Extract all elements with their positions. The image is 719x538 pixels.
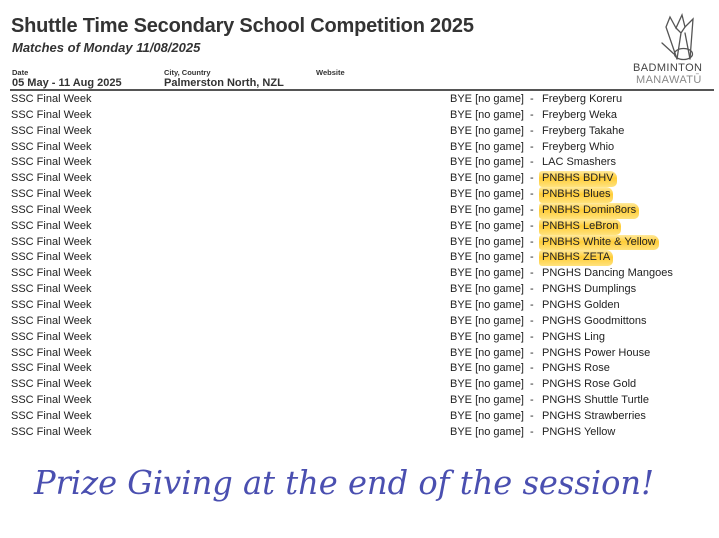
match-team2: PNGHS Dancing Mangoes <box>542 267 673 280</box>
match-team1 <box>450 425 534 441</box>
match-team2: PNBHS Domin8ors <box>539 203 639 219</box>
team1-name: BYE [no game] <box>450 298 524 311</box>
match-team2: PNGHS Rose Gold <box>542 378 637 391</box>
match-separator: - <box>530 314 534 327</box>
match-row <box>0 393 719 409</box>
handwritten-note-text: Prize Giving at the end of the session! <box>33 463 654 502</box>
match-row <box>0 409 719 425</box>
match-round: SSC Final Week <box>11 93 92 105</box>
match-round: SSC Final Week <box>11 156 92 169</box>
match-round: SSC Final Week <box>11 124 92 137</box>
team1-name: BYE [no game] <box>450 124 524 137</box>
match-separator: - <box>530 188 534 201</box>
date-value: 05 May - 11 Aug 2025 <box>12 77 122 89</box>
match-round: SSC Final Week <box>11 108 92 121</box>
page-subtitle: Matches of Monday 11/08/2025 <box>12 40 201 55</box>
shuttlecock-icon <box>630 13 716 63</box>
match-separator: - <box>530 378 534 391</box>
team1-name: BYE [no game] <box>450 346 524 359</box>
match-round: SSC Final Week <box>11 378 92 391</box>
match-team2: PNGHS Power House <box>542 346 651 359</box>
match-separator: - <box>530 235 534 248</box>
match-row <box>0 361 719 377</box>
match-round: SSC Final Week <box>11 235 92 248</box>
match-team2: PNGHS Ling <box>542 330 605 343</box>
match-separator: - <box>530 203 534 216</box>
match-team1 <box>450 346 534 362</box>
match-team2: PNBHS ZETA <box>539 250 613 266</box>
team1-name: BYE [no game] <box>450 140 524 153</box>
match-team1 <box>450 266 534 282</box>
match-separator: - <box>530 172 534 185</box>
team1-name: BYE [no game] <box>450 267 524 280</box>
match-team1 <box>450 314 534 330</box>
team1-name: BYE [no game] <box>450 425 524 438</box>
match-row <box>0 108 719 124</box>
team1-name: BYE [no game] <box>450 235 524 248</box>
match-team1 <box>450 330 534 346</box>
match-round: SSC Final Week <box>11 267 92 280</box>
match-separator: - <box>530 156 534 169</box>
match-team2: PNBHS Blues <box>539 187 613 203</box>
match-round: SSC Final Week <box>11 298 92 311</box>
match-row <box>0 298 719 314</box>
match-round: SSC Final Week <box>11 140 92 153</box>
team1-name: BYE [no game] <box>450 378 524 391</box>
team1-name: BYE [no game] <box>450 172 524 185</box>
match-team1 <box>450 108 534 124</box>
website-label: Website <box>316 68 345 77</box>
match-team1 <box>450 393 534 409</box>
match-team2: Freyberg Takahe <box>542 124 625 137</box>
match-team1 <box>450 124 534 140</box>
match-round: SSC Final Week <box>11 362 92 375</box>
match-separator: - <box>530 346 534 359</box>
match-separator: - <box>530 219 534 232</box>
match-round: SSC Final Week <box>11 251 92 264</box>
team1-name: BYE [no game] <box>450 314 524 327</box>
team1-name: BYE [no game] <box>450 409 524 422</box>
match-team1 <box>450 187 534 203</box>
match-list <box>0 92 719 441</box>
match-separator: - <box>530 362 534 375</box>
match-separator: - <box>530 124 534 137</box>
team1-name: BYE [no game] <box>450 283 524 296</box>
team1-name: BYE [no game] <box>450 219 524 232</box>
match-team2: Freyberg Whio <box>542 140 615 153</box>
match-separator: - <box>530 298 534 311</box>
team1-name: BYE [no game] <box>450 330 524 343</box>
match-team2: PNGHS Rose <box>542 362 610 375</box>
match-round: SSC Final Week <box>11 283 92 296</box>
match-team1 <box>450 219 534 235</box>
match-team1 <box>450 171 534 187</box>
match-round: SSC Final Week <box>11 314 92 327</box>
match-separator: - <box>530 108 534 121</box>
match-round: SSC Final Week <box>11 219 92 232</box>
match-team2: PNGHS Yellow <box>542 425 616 438</box>
match-team2: PNGHS Strawberries <box>542 409 646 422</box>
match-row <box>0 219 719 235</box>
match-team2: PNBHS BDHV <box>539 171 617 187</box>
team1-name: BYE [no game] <box>450 203 524 216</box>
match-team2: Freyberg Koreru <box>542 93 623 105</box>
match-row <box>0 235 719 251</box>
match-row <box>0 346 719 362</box>
match-row <box>0 425 719 441</box>
match-team2: PNGHS Golden <box>542 298 620 311</box>
match-team1 <box>450 298 534 314</box>
logo-line2: MANAWATŪ <box>636 74 702 86</box>
match-team2: PNBHS White & Yellow <box>539 235 659 251</box>
match-round: SSC Final Week <box>11 188 92 201</box>
match-team1 <box>450 409 534 425</box>
team1-name: BYE [no game] <box>450 251 524 264</box>
match-separator: - <box>530 330 534 343</box>
match-team1 <box>450 203 534 219</box>
team1-name: BYE [no game] <box>450 156 524 169</box>
match-team1 <box>450 92 534 108</box>
match-row <box>0 250 719 266</box>
match-team1 <box>450 377 534 393</box>
city-label: City, Country <box>164 68 211 77</box>
match-team1 <box>450 282 534 298</box>
match-separator: - <box>530 394 534 407</box>
match-row <box>0 187 719 203</box>
match-row <box>0 330 719 346</box>
match-team1 <box>450 361 534 377</box>
match-row <box>0 203 719 219</box>
match-row <box>0 314 719 330</box>
match-team2: PNGHS Goodmittons <box>542 314 647 327</box>
match-row <box>0 155 719 171</box>
team1-name: BYE [no game] <box>450 188 524 201</box>
match-row <box>0 266 719 282</box>
city-value: Palmerston North, NZL <box>164 77 284 89</box>
match-team1 <box>450 155 534 171</box>
match-row <box>0 377 719 393</box>
match-team1 <box>450 250 534 266</box>
match-round: SSC Final Week <box>11 172 92 185</box>
match-team2: PNGHS Shuttle Turtle <box>542 394 649 407</box>
match-team1 <box>450 235 534 251</box>
match-round: SSC Final Week <box>11 203 92 216</box>
match-separator: - <box>530 409 534 422</box>
team1-name: BYE [no game] <box>450 394 524 407</box>
match-separator: - <box>530 93 534 105</box>
match-row <box>0 282 719 298</box>
match-team2: Freyberg Weka <box>542 108 617 121</box>
match-separator: - <box>530 425 534 438</box>
match-team2: PNBHS LeBron <box>539 219 621 235</box>
match-separator: - <box>530 283 534 296</box>
match-team2: PNGHS Dumplings <box>542 283 637 296</box>
match-separator: - <box>530 140 534 153</box>
match-round: SSC Final Week <box>11 409 92 422</box>
team1-name: BYE [no game] <box>450 93 524 105</box>
logo-line1: BADMINTON <box>633 62 703 74</box>
match-row <box>0 92 719 108</box>
match-round: SSC Final Week <box>11 425 92 438</box>
header-divider <box>10 89 714 91</box>
team1-name: BYE [no game] <box>450 108 524 121</box>
match-row <box>0 171 719 187</box>
match-row <box>0 124 719 140</box>
date-label: Date <box>12 68 29 77</box>
page-title: Shuttle Time Secondary School Competition 2025 <box>11 15 474 37</box>
match-row <box>0 140 719 156</box>
match-round: SSC Final Week <box>11 330 92 343</box>
match-round: SSC Final Week <box>11 394 92 407</box>
match-team2: LAC Smashers <box>542 156 616 169</box>
match-separator: - <box>530 251 534 264</box>
match-team1 <box>450 140 534 156</box>
handwritten-note <box>30 448 690 518</box>
team1-name: BYE [no game] <box>450 362 524 375</box>
match-round: SSC Final Week <box>11 346 92 359</box>
match-separator: - <box>530 267 534 280</box>
